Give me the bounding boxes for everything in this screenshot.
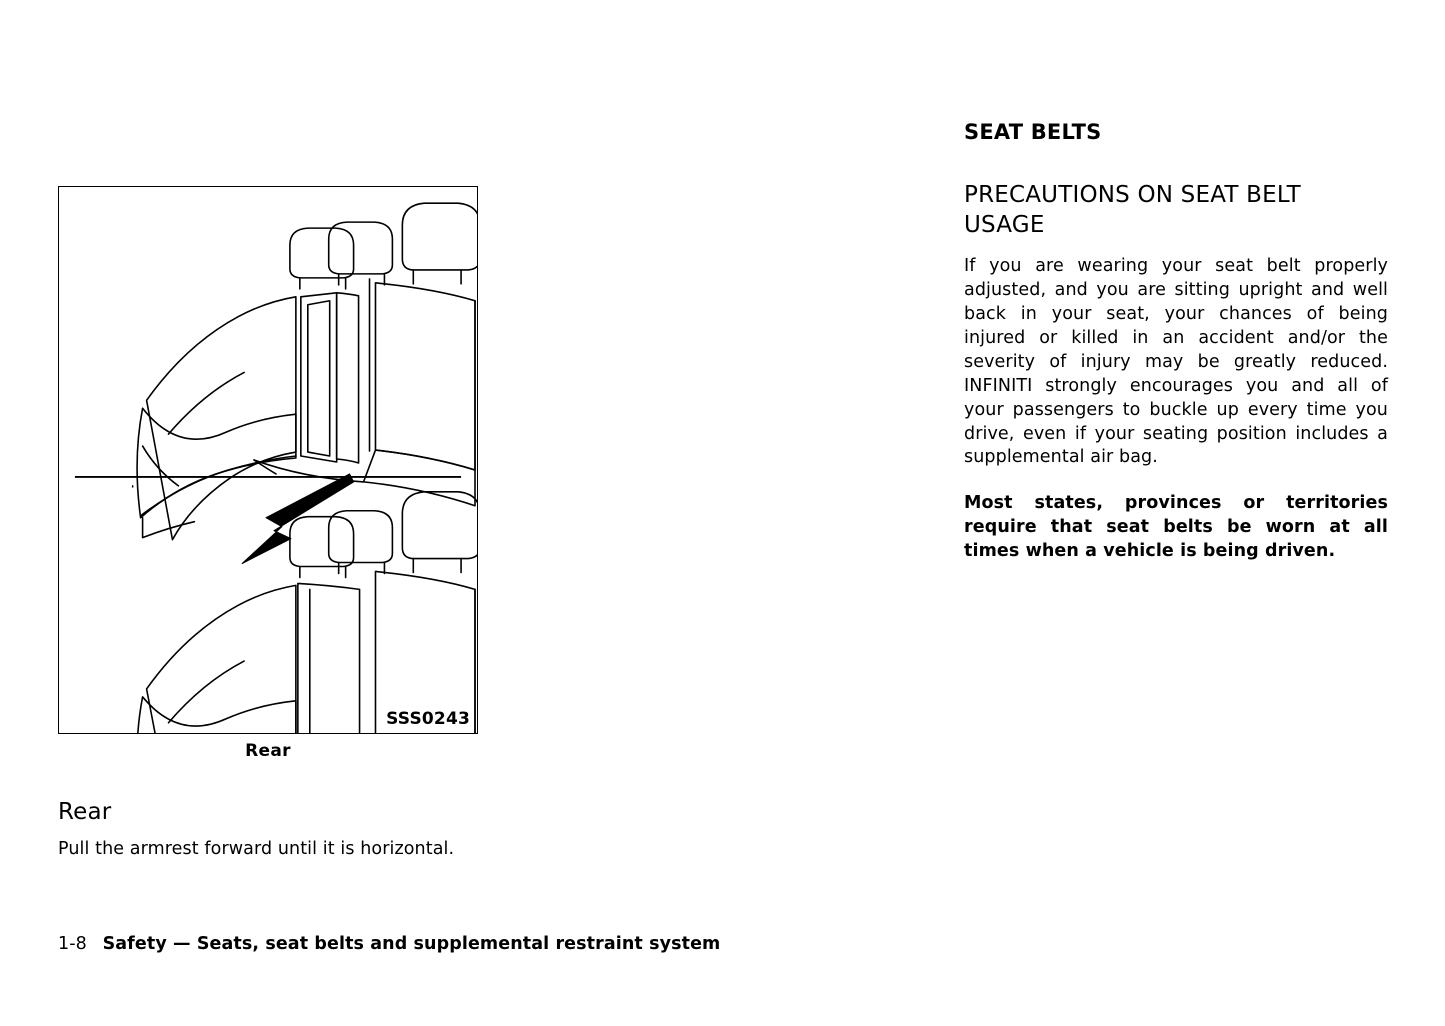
paragraph-precautions-body: If you are wearing your seat belt properly adjusted, and you are sitting upright and well back in your seat, your chances of being injured or killed in an accident and/or the severity of injury may be greatly reduced. INFINITI strongly encourages you and all of your passengers to buckle up every time you drive, even if your seating position includes a supplemental air bag. <box>964 255 1388 468</box>
chapter-title-seat-belts: SEAT BELTS <box>964 120 1102 144</box>
paragraph-legal-notice: Most states, provinces or territories require that seat belts be worn at all times when a vehicle is being driven. <box>964 493 1388 562</box>
section-body-rear: Pull the armrest forward until it is horizontal. <box>58 839 455 859</box>
footer-page-number: 1-8 <box>58 934 87 954</box>
figure-code: SSS0243 <box>386 709 470 729</box>
page-footer <box>58 934 720 954</box>
rear-seat-illustration-svg <box>59 187 477 733</box>
subsection-title-precautions: PRECAUTIONS ON SEAT BELT USAGE <box>964 182 1301 239</box>
figure-caption: Rear <box>245 741 291 761</box>
right-column <box>964 120 1388 564</box>
figure-rear-seat-armrest <box>58 186 478 734</box>
left-column <box>58 186 480 861</box>
section-heading-rear: Rear <box>58 799 112 825</box>
footer-section-title: Safety — Seats, seat belts and supplemental restraint system <box>102 934 721 954</box>
